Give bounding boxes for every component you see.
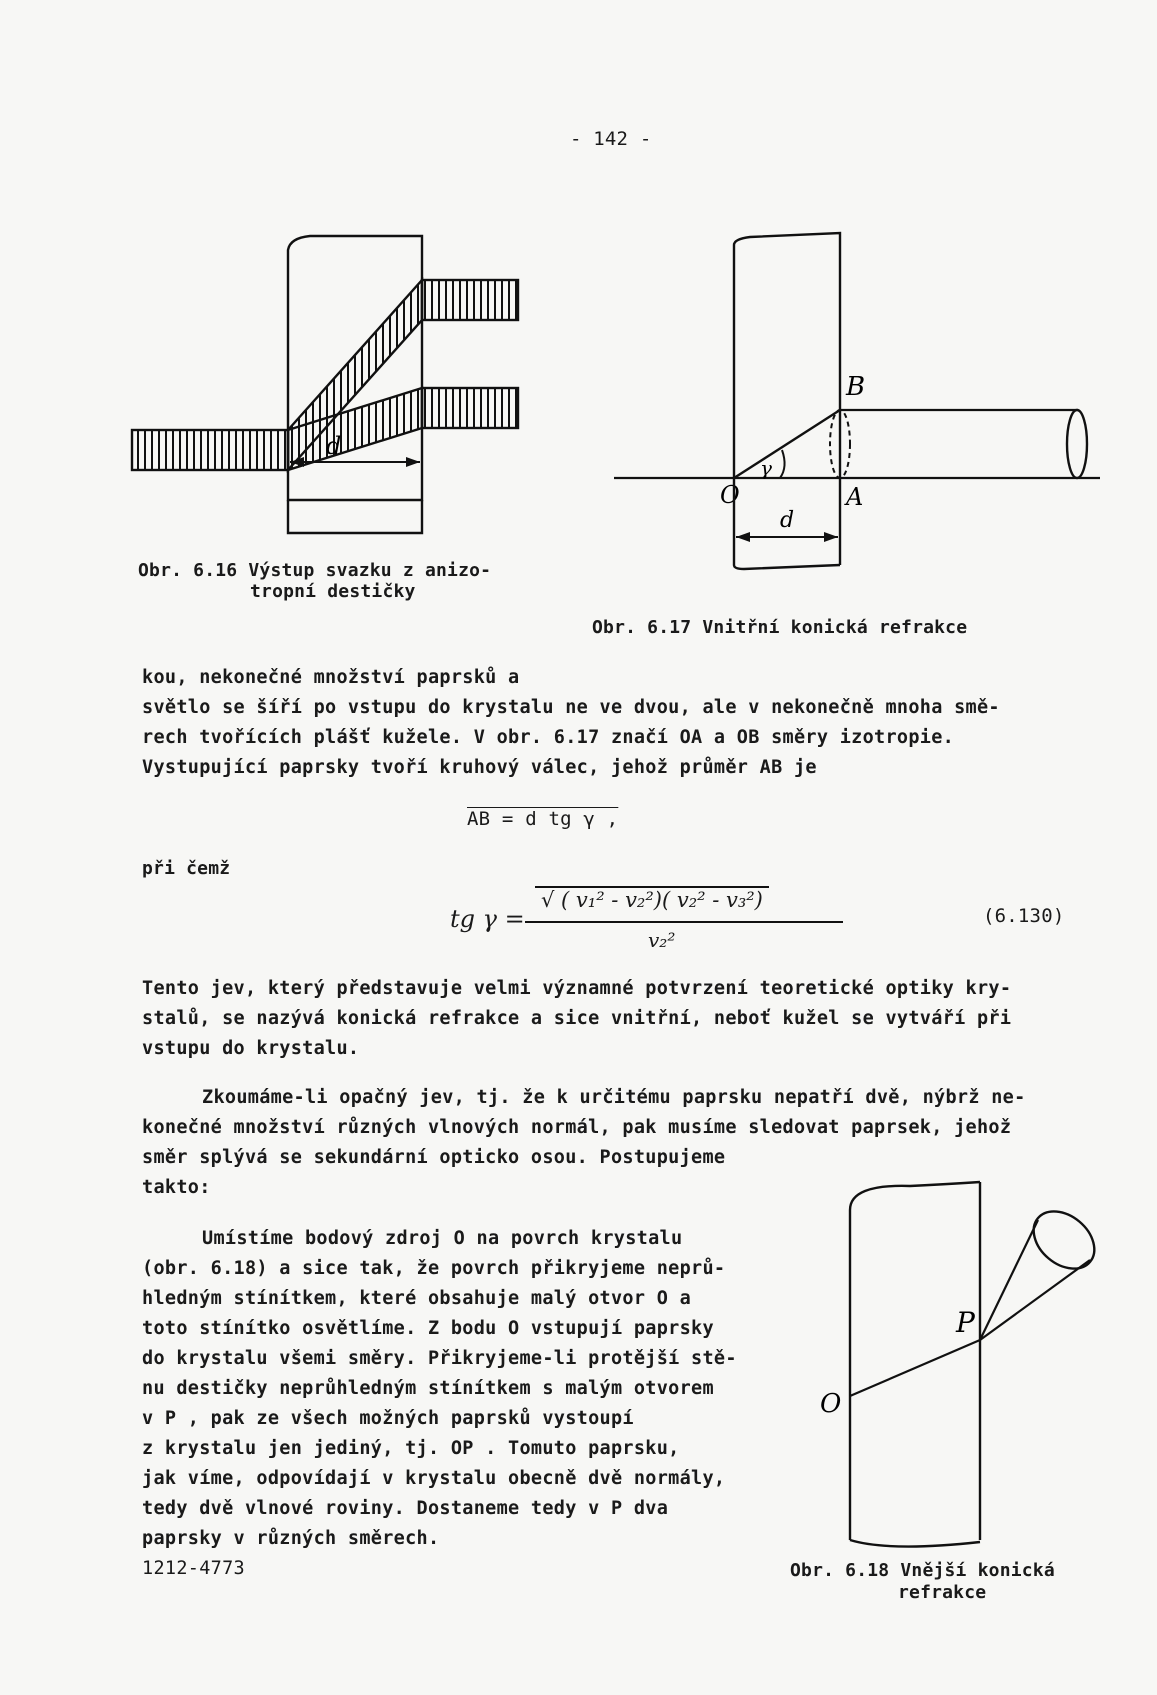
equation-ab: AB = d tg γ , — [467, 808, 619, 830]
fig18-label-O: O — [820, 1389, 842, 1419]
footer-code: 1212-4773 — [142, 1558, 245, 1579]
fig17-label-O: O — [720, 481, 740, 509]
fig17-caption: Obr. 6.17 Vnitřní konická refrakce — [592, 617, 968, 638]
paragraph-3-line-3: směr splývá se sekundární opticko osou. Postupujeme — [142, 1147, 726, 1168]
equation-lhs: tg γ = — [450, 905, 525, 933]
equation-number: (6.130) — [983, 905, 1065, 927]
paragraph-4-line-6: nu destičky neprůhledným stínítkem s malým otvorem — [142, 1378, 714, 1399]
equation-denominator: v₂² — [648, 928, 676, 952]
page-number: - 142 - — [570, 128, 652, 150]
figure-6-16 — [130, 238, 530, 538]
paragraph-2-line-3: vstupu do krystalu. — [142, 1038, 360, 1059]
paragraph-4-line-4: toto stínítko osvětlíme. Z bodu O vstupují paprsky — [142, 1318, 714, 1339]
fig16-caption-line1: Obr. 6.16 Výstup svazku z anizo- — [138, 560, 492, 581]
fig17-label-A: A — [846, 483, 864, 511]
fig18-caption-line2: refrakce — [898, 1582, 987, 1603]
paragraph-2-line-1: Tento jev, který představuje velmi významné potvrzení teoretické optiky kry- — [142, 978, 1012, 999]
paragraph-4-line-1: Umístíme bodový zdroj O na povrch krystalu — [202, 1228, 683, 1249]
fig18-caption-line1: Obr. 6.18 Vnější konická — [790, 1560, 1055, 1581]
paragraph-4-line-9: jak víme, odpovídají v krystalu obecně dvě normály, — [142, 1468, 726, 1489]
figure-6-18 — [800, 1180, 1100, 1560]
fig17-label-gamma: γ — [760, 456, 772, 480]
paragraph-1-line-3: rech tvořících plášť kužele. V obr. 6.17 značí OA a OB směry izotropie. — [142, 727, 955, 748]
fig16-caption-line2: tropní destičky — [250, 581, 416, 602]
pri-cemz: při čemž — [142, 858, 231, 879]
paragraph-4-line-10: tedy dvě vlnové roviny. Dostaneme tedy v P dva — [142, 1498, 669, 1519]
paragraph-1-line-4: Vystupující paprsky tvoří kruhový válec, jehož průměr AB je — [142, 757, 817, 778]
fraction-bar — [525, 921, 843, 923]
figure-6-17 — [610, 235, 1090, 575]
paragraph-2-line-2: stalů, se nazývá konická refrakce a sice vnitřní, neboť kužel se vytváří při — [142, 1008, 1012, 1029]
fig18-label-P: P — [956, 1306, 975, 1339]
paragraph-4-line-11: paprsky v různých směrech. — [142, 1528, 440, 1549]
paragraph-3-line-2: konečné množství různých vlnových normál, pak musíme sledovat paprsek, jehož — [142, 1117, 1012, 1138]
paragraph-4-line-8: z krystalu jen jediný, tj. OP . Tomuto paprsku, — [142, 1438, 680, 1459]
paragraph-3-line-4: takto: — [142, 1177, 211, 1198]
fig16-label-d: d — [326, 432, 342, 460]
paragraph-4-line-2: (obr. 6.18) a sice tak, že povrch přikryjeme neprů- — [142, 1258, 726, 1279]
fig17-label-B: B — [846, 372, 866, 402]
paragraph-4-line-5: do krystalu všemi směry. Přikryjeme-li protější stě- — [142, 1348, 737, 1369]
equation-numerator: √ ( v₁² - v₂²)( v₂² - v₃²) — [535, 886, 769, 912]
paragraph-1-line-1: kou, nekonečné množství paprsků a — [142, 667, 520, 688]
paragraph-4-line-7: v P , pak ze všech možných paprsků vystoupí — [142, 1408, 634, 1429]
fig17-label-d: d — [780, 508, 795, 533]
paragraph-4-line-3: hledným stínítkem, které obsahuje malý otvor O a — [142, 1288, 692, 1309]
paragraph-1-line-2: světlo se šíří po vstupu do krystalu ne ve dvou, ale v nekonečně mnoha smě- — [142, 697, 1000, 718]
paragraph-3-line-1: Zkoumáme-li opačný jev, tj. že k určitému paprsku nepatří dvě, nýbrž ne- — [202, 1087, 1026, 1108]
